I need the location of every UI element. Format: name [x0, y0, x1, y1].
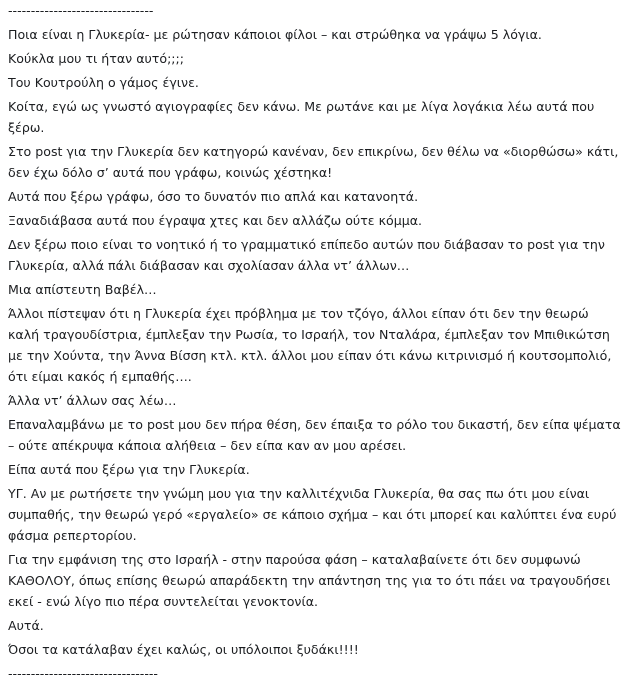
paragraph-8: Δεν ξέρω ποιο είναι το νοητικό ή το γραμματικό επίπεδο αυτών που διάβασαν το post για την Γλυκερία, αλλά πάλι διάβασαν και σχολίασαν άλλα ντ’ άλλων…: [8, 237, 605, 273]
paragraph-10: Άλλοι πίστεψαν ότι η Γλυκερία έχει πρόβλημα με τον τζόγο, άλλοι είπαν ότι δεν την θεωρώ καλή τραγουδίστρια, έμπλεξαν την Ρωσία, το Ισραήλ, τον Νταλάρα, έμπλεξαν τον Μπιθικώτση με την Χούντα, την Άννα Βίσση κτλ. κτλ. άλλοι μου είπαν ότι κάνω κιτρινισμό ή κουτσομπολιό, ότι είμαι κακός ή εμπαθής….: [8, 306, 612, 384]
paragraph-3: Του Κουτρούλη ο γάμος έγινε.: [8, 75, 199, 90]
divider-top: --------------------------------: [8, 3, 154, 18]
paragraph-11: Άλλα ντ’ άλλων σας λέω…: [8, 393, 177, 408]
paragraph-9: Μια απίστευτη Βαβέλ…: [8, 282, 157, 297]
post-body: [8, 0, 623, 687]
paragraph-2: Κούκλα μου τι ήταν αυτό;;;;: [8, 51, 185, 66]
paragraph-15: Για την εμφάνιση της στο Ισραήλ - στην παρούσα φάση – καταλαβαίνετε ότι δεν συμφωνώ ΚΑΘΟΛΟΥ, όπως επίσης θεωρώ απαράδεκτη την απάντηση της για το ότι πάει να τραγουδήσει εκεί - ενώ λίγο πιο πέρα συντελείται γενοκτονία.: [8, 552, 611, 609]
paragraph-5: Στο post για την Γλυκερία δεν κατηγορώ κανέναν, δεν επικρίνω, δεν θέλω να «διορθώσω» κάτι, δεν έχω δόλο σ’ αυτά που γράφω, κοινώς χέστηκα!: [8, 144, 619, 180]
paragraph-12: Επαναλαμβάνω με το post μου δεν πήρα θέση, δεν έπαιξα το ρόλο του δικαστή, δεν είπα ψέματα – ούτε απέκρυψα κάποια αλήθεια – δεν είπα καν αν μου αρέσει.: [8, 417, 621, 453]
paragraph-13: Είπα αυτά που ξέρω για την Γλυκερία.: [8, 462, 250, 477]
divider-bottom: ---------------------------------: [8, 666, 158, 681]
paragraph-1: Ποια είναι η Γλυκερία- με ρώτησαν κάποιοι φίλοι – και στρώθηκα να γράψω 5 λόγια.: [8, 27, 542, 42]
paragraph-6: Αυτά που ξέρω γράφω, όσο το δυνατόν πιο απλά και κατανοητά.: [8, 189, 419, 204]
paragraph-14: ΥΓ. Αν με ρωτήσετε την γνώμη μου για την καλλιτέχνιδα Γλυκερία, θα σας πω ότι μου είναι συμπαθής, την θεωρώ γερό «εργαλείο» σε κάποιο σχήμα – και ότι μπορεί και καλύπτει ένα ευρύ φάσμα ρεπερτορίου.: [8, 486, 617, 543]
paragraph-7: Ξαναδιάβασα αυτά που έγραψα χτες και δεν αλλάζω ούτε κόμμα.: [8, 213, 423, 228]
paragraph-16: Αυτά.: [8, 618, 44, 633]
paragraph-17: Όσοι τα κατάλαβαν έχει καλώς, οι υπόλοιποι ξυδάκι!!!!: [8, 642, 359, 657]
paragraph-4: Κοίτα, εγώ ως γνωστό αγιογραφίες δεν κάνω. Με ρωτάνε και με λίγα λογάκια λέω αυτά που ξέρω.: [8, 99, 595, 135]
